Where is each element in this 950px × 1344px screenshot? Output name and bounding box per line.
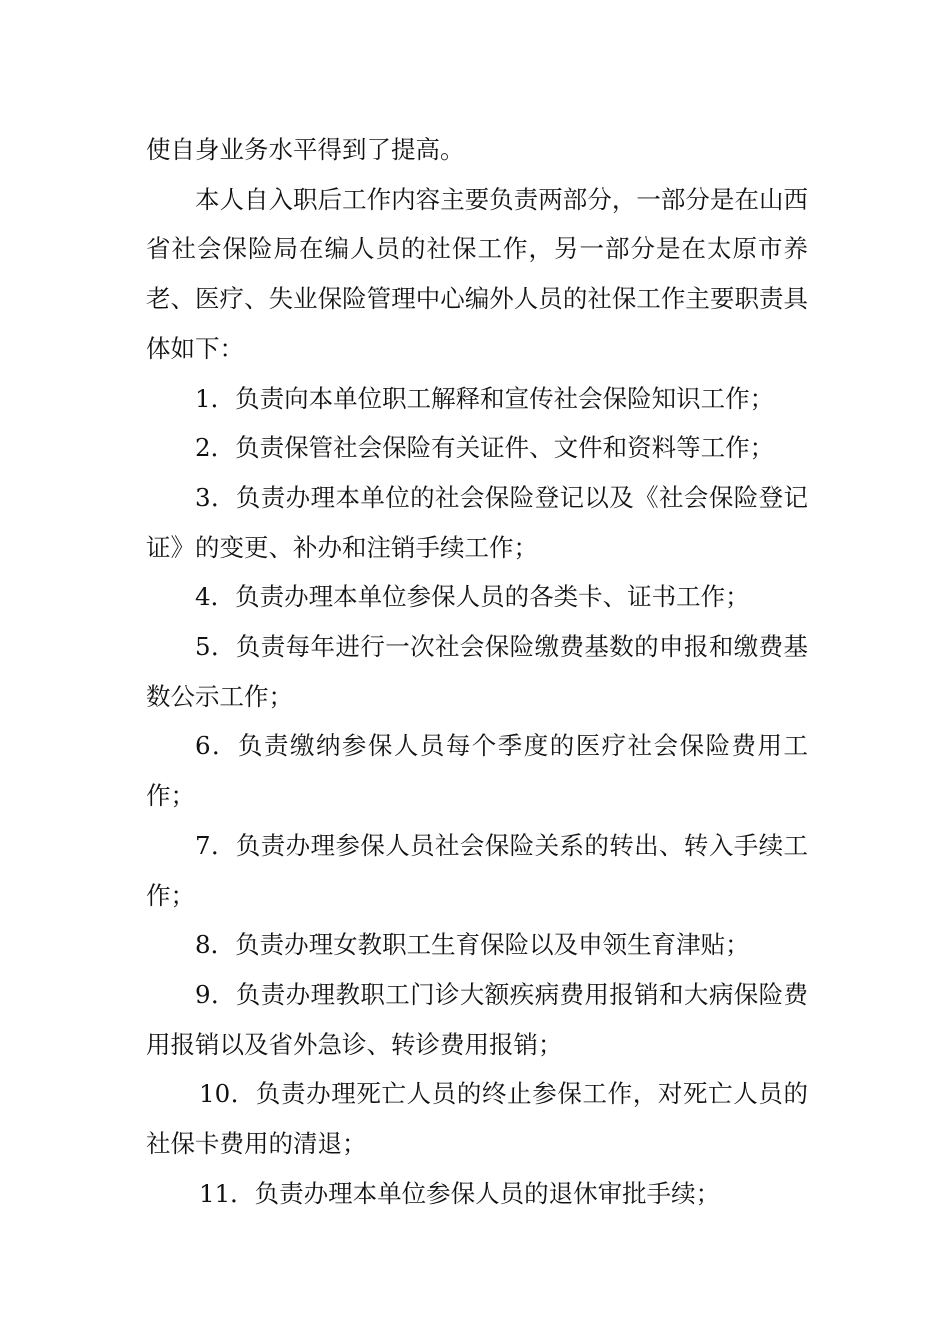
list-item-9: 9．负责办理教职工门诊大额疾病费用报销和大病保险费用报销以及省外急诊、转诊费用报销；: [146, 979, 808, 1059]
list-item-5: 5．负责每年进行一次社会保险缴费基数的申报和缴费基数公示工作；: [146, 632, 808, 711]
document-body: [146, 125, 808, 1218]
paragraph-intro: 本人自入职后工作内容主要负责两部分，一部分是在山西省社会保险局在编人员的社保工作，另一部分是在太原市养老、医疗、失业保险管理中心编外人员的社保工作主要职责具体如下：: [146, 184, 808, 363]
list-item-2: 2．负责保管社会保险有关证件、文件和资料等工作；: [195, 433, 775, 463]
list-item-8: 8．负责办理女教职工生育保险以及申领生育津贴；: [195, 930, 750, 960]
list-item-10: 10．负责办理死亡人员的终止参保工作，对死亡人员的社保卡费用的清退；: [146, 1079, 808, 1159]
list-item-1: 1．负责向本单位职工解释和宣传社会保险知识工作；: [195, 383, 775, 413]
list-item-4: 4．负责办理本单位参保人员的各类卡、证书工作；: [195, 582, 750, 612]
list-item-3: 3．负责办理本单位的社会保险登记以及《社会保险登记证》的变更、补办和注销手续工作；: [146, 482, 808, 562]
list-item-11: 11．负责办理本单位参保人员的退休审批手续；: [199, 1178, 721, 1208]
list-item-7: 7．负责办理参保人员社会保险关系的转出、转入手续工作；: [146, 830, 808, 910]
list-item-6: 6．负责缴纳参保人员每个季度的医疗社会保险费用工作；: [146, 731, 808, 811]
paragraph-continuation: 使自身业务水平得到了提高。: [146, 135, 465, 164]
